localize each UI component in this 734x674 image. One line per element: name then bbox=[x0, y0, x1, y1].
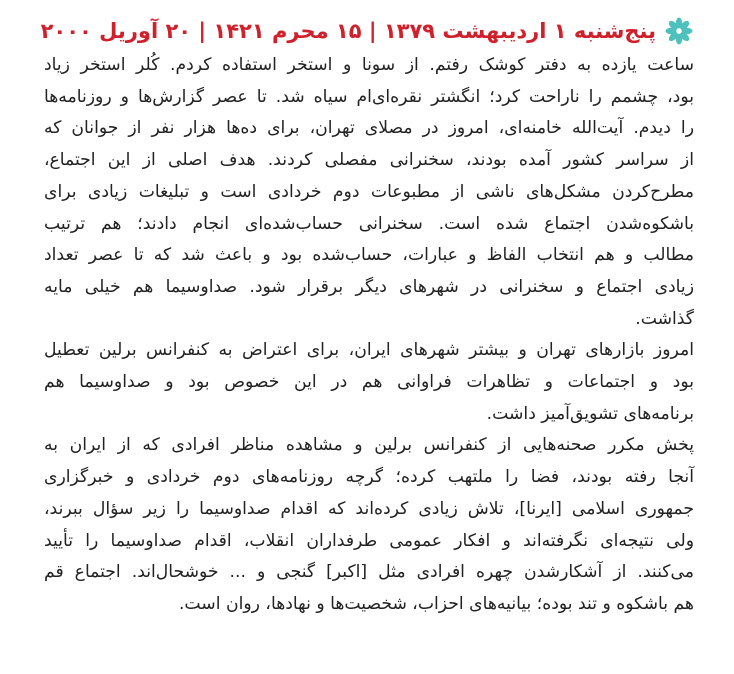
paragraph-2 bbox=[44, 335, 694, 430]
text-line: را دیدم. آیت‌الله خامنه‌ای، امروز در مصلای تهران، برای ده‌ها هزار نفر از جوانان که bbox=[44, 118, 694, 139]
text-line: از سراسر کشور آمده بودند، سخنرانی مفصلی کردند. هدف اصلی از این اجتماع، bbox=[44, 150, 694, 171]
text-line: جمهوری اسلامی [ایرنا]، تلاش زیادی کرده‌اند که اقدام صداوسیما را زیر سؤال ببرند، bbox=[44, 498, 694, 519]
flower-icon bbox=[664, 16, 694, 46]
text-line: می‌کنند. از آشکارشدن چهره افرادی مثل [اکبر] گنجی و ... خوشحال‌اند. اجتماع قم bbox=[44, 562, 694, 583]
text-line: آنجا رفته بودند، فضا را ملتهب کرده؛ گرچه روزنامه‌های دوم خردادی و خبرگزاری bbox=[44, 467, 694, 488]
entry-date: پنج‌شنبه ۱ اردیبهشت ۱۳۷۹ | ۱۵ محرم ۱۴۲۱ | ۲۰ آوریل ۲۰۰۰ bbox=[40, 19, 656, 43]
text-line: باشکوه‌شدن اجتماع شده است. سخنرانی حساب‌شده‌ای انجام دادند؛ هم ترتیب bbox=[44, 213, 694, 234]
paragraph-3 bbox=[44, 430, 694, 620]
text-line: هم باشکوه و تند بوده؛ بیانیه‌های احزاب، شخصیت‌ها و نهادها، روان است. bbox=[178, 593, 694, 614]
diary-page bbox=[40, 14, 694, 621]
text-line: ولی نتیجه‌ای نگرفته‌اند و افکار عمومی طرفداران انقلاب، اقدام صداوسیما را تأیید bbox=[44, 530, 694, 551]
text-line: مطرح‌کردن مشکل‌های ناشی از مطبوعات دوم خردادی است و تبلیغات زیادی برای bbox=[44, 181, 694, 202]
text-line: امروز بازارهای تهران و بیشتر شهرهای ایران، برای اعتراض به کنفرانس برلین تعطیل bbox=[44, 340, 694, 361]
text-line: ساعت یازده به دفتر کوشک رفتم. از سونا و استخر استفاده کردم. کُلر استخر زیاد bbox=[44, 55, 694, 75]
text-line: برنامه‌های تشویق‌آمیز داشت. bbox=[486, 403, 694, 424]
text-line: پخش مکرر صحنه‌هایی از کنفرانس برلین و مشاهده مناظر افرادی که از ایران به bbox=[44, 435, 694, 456]
text-line: بود و اجتماعات و تظاهرات فراوانی هم در این خصوص بود و صداوسیما هم bbox=[44, 372, 694, 393]
text-line: مطالب و هم انتخاب الفاظ و عبارات، حساب‌شده بود و باعث شد که تا عصر تعداد bbox=[44, 245, 694, 266]
text-line: زیادی اجتماع و سخنرانی در شهرهای دیگر برقرار شود. صداوسیما هم خیلی مایه bbox=[44, 276, 694, 297]
text-line: بود، چشمم را ناراحت کرد؛ انگشتر نقره‌ای‌ام سیاه شد. تا عصر گزارش‌ها و روزنامه‌ها bbox=[44, 86, 694, 107]
paragraph-1 bbox=[44, 50, 694, 335]
text-line: گذاشت. bbox=[635, 308, 694, 329]
entry-heading bbox=[40, 14, 694, 48]
